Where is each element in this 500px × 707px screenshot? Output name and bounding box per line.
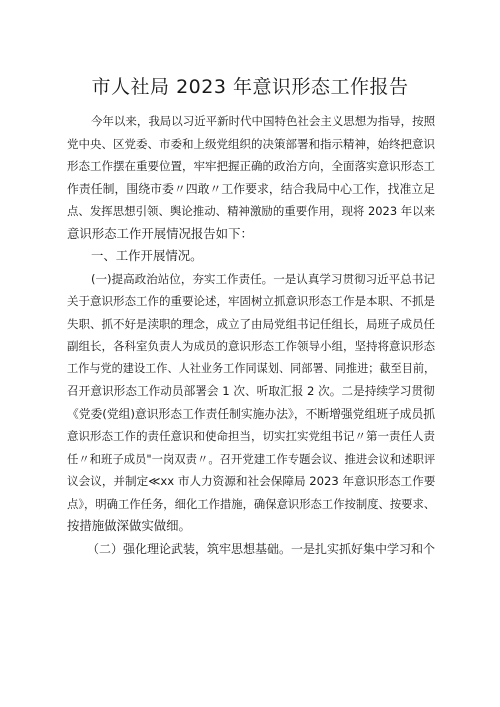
paragraph-line: 点、发挥思想引领、舆论推动、精神激励的重要作用，现将 2023 年以来 — [67, 204, 436, 218]
paragraph-line: 副组长，各科室负责人为成员的意识形态工作领导小组，坚持将意识形态 — [67, 339, 435, 353]
document-body — [67, 110, 437, 560]
subsection-line: （二）强化理论武装，筑牢思想基础。一是扎实抓好集中学习和个 — [87, 541, 436, 556]
paragraph-line: 工作与党的建设工作、人社业务工作同谋划、同部署、同推进；截至目前， — [67, 361, 436, 375]
paragraph-line: 今年以来，我局以习近平新时代中国特色社会主义思想为指导，按照 — [91, 114, 436, 128]
paragraph-line: 意识形态工作开展情况报告如下： — [67, 225, 253, 241]
paragraph-line: 意识形态工作的责任意识和使命担当，切实扛实党组书记〃第一责任人责 — [67, 429, 435, 443]
paragraph-line: 召开意识形态工作动员部署会 1 次、听取汇报 2 次。二是持续学习贯彻 — [67, 384, 435, 398]
section-heading: 一、工作开展情况。 — [91, 248, 203, 263]
paragraph-line: 点》，明确工作任务，细化工作措施，确保意识形态工作按制度、按要求、 — [67, 496, 436, 511]
paragraph-line: 《党委(党组)意识形态工作责任制实施办法》，不断增强党组班子成员抓 — [67, 406, 436, 421]
paragraph-line: 议会议，并制定≪xx 市人力资源和社会保障局 2023 年意识形态工作要 — [67, 474, 436, 488]
document-title: 市人社局 2023 年意识形态工作报告 — [91, 76, 409, 98]
paragraph-line: (一)提高政治站位，夯实工作责任。一是认真学习贯彻习近平总书记 — [91, 271, 435, 286]
paragraph-line: 失职、抓不好是渎职的理念，成立了由局党组书记任组长，局班子成员任 — [67, 316, 435, 331]
paragraph-line: 任〃和班子成员"一岗双责〃。召开党建工作专题会议、推进会议和述职评 — [67, 451, 436, 466]
paragraph-line: 党中央、区党委、市委和上级党组织的决策部署和指示精神，始终把意识 — [67, 136, 435, 151]
paragraph-line: 关于意识形态工作的重要论述，牢固树立抓意识形态工作是本职、不抓是 — [67, 294, 435, 308]
paragraph-line: 作责任制，围绕市委〃四敢〃工作要求，结合我局中心工作，找准立足 — [67, 181, 436, 196]
paragraph-line: 按措施做深做实做细。 — [67, 518, 191, 533]
paragraph-line: 形态工作摆在重要位置，牢牢把握正确的政治方向，全面落实意识形态工 — [67, 159, 435, 173]
